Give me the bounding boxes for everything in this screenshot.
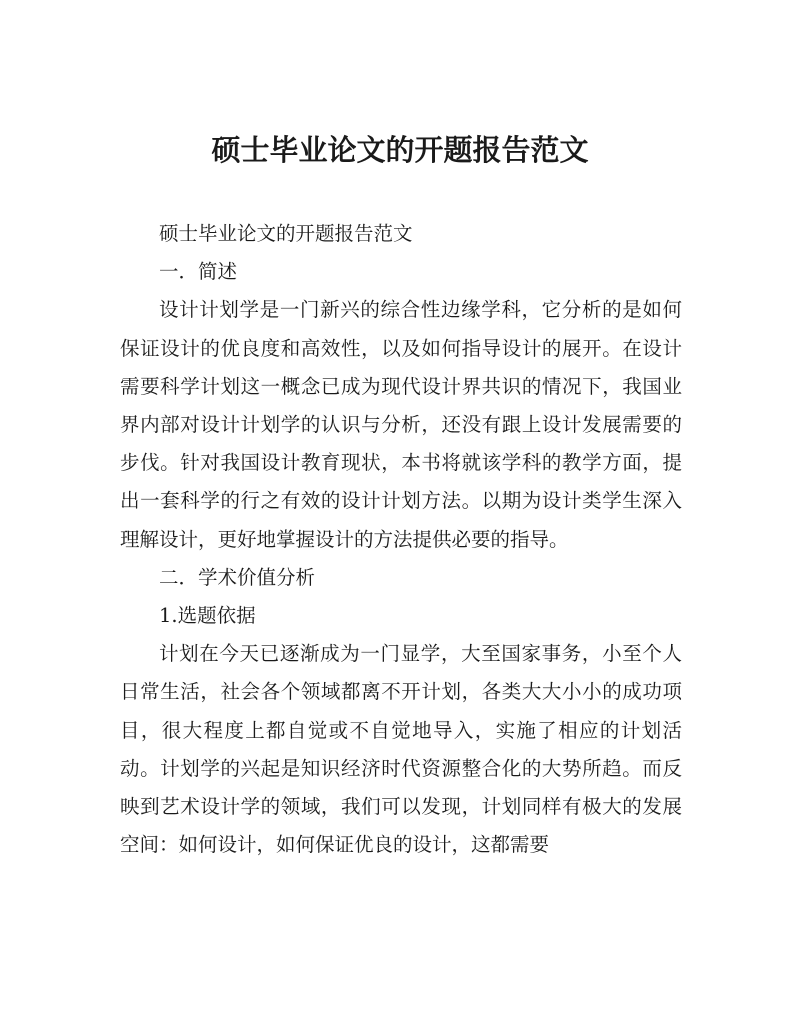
document-body xyxy=(120,215,682,864)
paragraph-subtitle: 硕士毕业论文的开题报告范文 xyxy=(159,222,413,245)
section-heading-overview: 一．简述 xyxy=(159,260,238,284)
document-title: 硕士毕业论文的开题报告范文 xyxy=(211,133,589,167)
paragraph-overview: 设计计划学是一门新兴的综合性边缘学科，它分析的是如何保证设计的优良度和高效性，以及如何指导设计的展开。在设计需要科学计划这一概念已成为现代设计界共识的情况下，我国业界内部对设计计划学的认识与分析，还没有跟上设计发展需要的步伐。针对我国设计教育现状，本书将就该学科的教学方面，提出一套科学的行之有效的设计计划方法。以期为设计类学生深入理解设计，更好地掌握设计的方法提供必要的指导。 xyxy=(120,298,682,551)
paragraph-topic-basis: 计划在今天已逐渐成为一门显学，大至国家事务，小至个人日常生活，社会各个领域都离不开计划，各类大大小小的成功项目，很大程度上都自觉或不自觉地导入，实施了相应的计划活动。计划学的兴起是知识经济时代资源整合化的大势所趋。而反映到艺术设计学的领域，我们可以发现，计划同样有极大的发展空间：如何设计，如何保证优良的设计，这都需要 xyxy=(120,642,682,857)
section-heading-academic-value: 二．学术价值分析 xyxy=(159,565,316,589)
subsection-heading-topic-basis: 1.选题依据 xyxy=(159,604,256,628)
